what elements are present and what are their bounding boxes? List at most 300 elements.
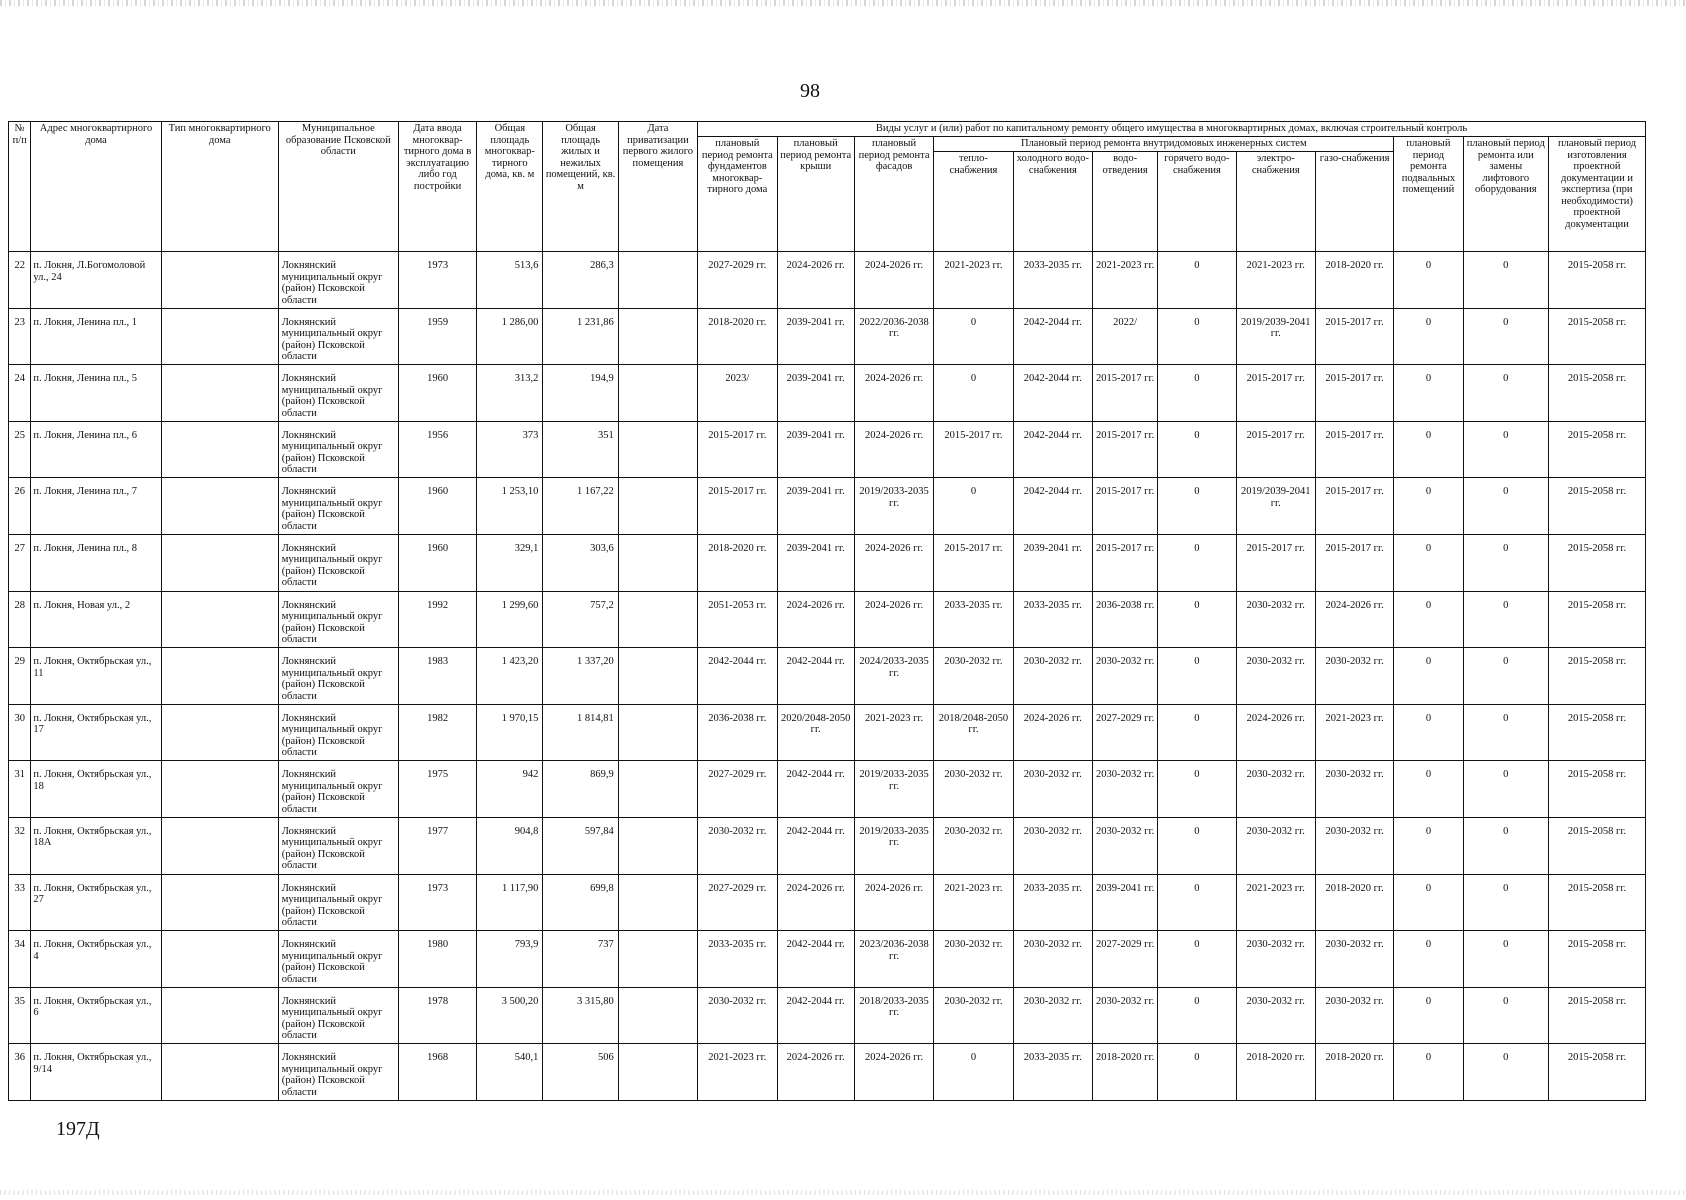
cell-cold-water: 2042-2044 гг. [1013, 421, 1092, 478]
cell-foundation: 2030-2032 гг. [698, 817, 777, 874]
cell-basement: 0 [1394, 648, 1463, 705]
cell-basement: 0 [1394, 761, 1463, 818]
cell-elevator: 0 [1463, 534, 1549, 591]
cell-sewerage: 2022/ [1093, 308, 1158, 365]
cell-electricity: 2030-2032 гг. [1236, 648, 1315, 705]
cell-roof: 2042-2044 гг. [777, 761, 854, 818]
cell-foundation: 2042-2044 гг. [698, 648, 777, 705]
cell-municipality: Локнянский муниципальный округ (район) Псковской области [278, 252, 398, 309]
cell-electricity: 2030-2032 гг. [1236, 987, 1315, 1044]
cell-cold-water: 2033-2035 гг. [1013, 874, 1092, 931]
cell-total-area: 793,9 [477, 931, 543, 988]
cell-design-docs: 2015-2058 гг. [1549, 987, 1646, 1044]
table-row [9, 534, 1646, 591]
header-total-area: Общая площадь многоквар-тирного дома, кв. м [477, 122, 543, 252]
cell-facade: 2019/2033-2035 гг. [854, 817, 933, 874]
table-row [9, 365, 1646, 422]
cell-electricity: 2021-2023 гг. [1236, 874, 1315, 931]
cell-hot-water: 0 [1158, 478, 1236, 535]
cell-heating: 2030-2032 гг. [934, 648, 1013, 705]
cell-address: п. Локня, Октябрьская ул., 11 [31, 648, 161, 705]
cell-elevator: 0 [1463, 987, 1549, 1044]
cell-gas: 2018-2020 гг. [1315, 252, 1393, 309]
cell-heating: 2021-2023 гг. [934, 252, 1013, 309]
cell-roof: 2039-2041 гг. [777, 534, 854, 591]
cell-foundation: 2015-2017 гг. [698, 478, 777, 535]
cell-privatization-date [618, 421, 697, 478]
cell-commission-date: 1980 [398, 931, 476, 988]
cell-privatization-date [618, 1044, 697, 1101]
cell-roof: 2039-2041 гг. [777, 308, 854, 365]
cell-facade: 2022/2036-2038 гг. [854, 308, 933, 365]
cell-elevator: 0 [1463, 761, 1549, 818]
cell-gas: 2030-2032 гг. [1315, 987, 1393, 1044]
cell-living-area: 737 [543, 931, 618, 988]
cell-hot-water: 0 [1158, 648, 1236, 705]
cell-cold-water: 2024-2026 гг. [1013, 704, 1092, 761]
cell-design-docs: 2015-2058 гг. [1549, 704, 1646, 761]
cell-facade: 2021-2023 гг. [854, 704, 933, 761]
cell-sewerage: 2030-2032 гг. [1093, 761, 1158, 818]
cell-sewerage: 2015-2017 гг. [1093, 478, 1158, 535]
cell-municipality: Локнянский муниципальный округ (район) Псковской области [278, 478, 398, 535]
cell-design-docs: 2015-2058 гг. [1549, 931, 1646, 988]
cell-total-area: 513,6 [477, 252, 543, 309]
cell-type [161, 761, 278, 818]
cell-hot-water: 0 [1158, 308, 1236, 365]
cell-hot-water: 0 [1158, 874, 1236, 931]
cell-hot-water: 0 [1158, 761, 1236, 818]
cell-basement: 0 [1394, 365, 1463, 422]
table-row [9, 704, 1646, 761]
table-row [9, 421, 1646, 478]
cell-design-docs: 2015-2058 гг. [1549, 817, 1646, 874]
cell-roof: 2020/2048-2050 гг. [777, 704, 854, 761]
header-engineering-group: Плановый период ремонта внутридомовых инженерных систем [934, 137, 1394, 152]
cell-type [161, 1044, 278, 1101]
cell-living-area: 757,2 [543, 591, 618, 648]
cell-facade: 2024-2026 гг. [854, 421, 933, 478]
cell-elevator: 0 [1463, 252, 1549, 309]
cell-municipality: Локнянский муниципальный округ (район) Псковской области [278, 648, 398, 705]
cell-type [161, 931, 278, 988]
cell-heating: 2021-2023 гг. [934, 874, 1013, 931]
cell-address: п. Локня, Ленина пл., 6 [31, 421, 161, 478]
cell-total-area: 1 423,20 [477, 648, 543, 705]
cell-roof: 2039-2041 гг. [777, 421, 854, 478]
cell-commission-date: 1960 [398, 478, 476, 535]
table-row [9, 817, 1646, 874]
cell-privatization-date [618, 817, 697, 874]
cell-gas: 2030-2032 гг. [1315, 761, 1393, 818]
cell-gas: 2015-2017 гг. [1315, 308, 1393, 365]
cell-living-area: 699,8 [543, 874, 618, 931]
cell-basement: 0 [1394, 421, 1463, 478]
cell-heating: 2030-2032 гг. [934, 931, 1013, 988]
cell-privatization-date [618, 591, 697, 648]
cell-roof: 2042-2044 гг. [777, 648, 854, 705]
cell-hot-water: 0 [1158, 252, 1236, 309]
cell-heating: 2033-2035 гг. [934, 591, 1013, 648]
cell-type [161, 365, 278, 422]
cell-total-area: 1 299,60 [477, 591, 543, 648]
cell-type [161, 534, 278, 591]
cell-heating: 2018/2048-2050 гг. [934, 704, 1013, 761]
cell-elevator: 0 [1463, 874, 1549, 931]
cell-hot-water: 0 [1158, 704, 1236, 761]
cell-foundation: 2018-2020 гг. [698, 534, 777, 591]
cell-type [161, 478, 278, 535]
cell-hot-water: 0 [1158, 931, 1236, 988]
cell-roof: 2024-2026 гг. [777, 874, 854, 931]
cell-total-area: 313,2 [477, 365, 543, 422]
cell-privatization-date [618, 534, 697, 591]
cell-sewerage: 2039-2041 гг. [1093, 874, 1158, 931]
header-roof: плановый период ремонта крыши [777, 137, 854, 252]
cell-address: п. Локня, Октябрьская ул., 9/14 [31, 1044, 161, 1101]
cell-basement: 0 [1394, 478, 1463, 535]
cell-facade: 2024-2026 гг. [854, 534, 933, 591]
cell-commission-date: 1992 [398, 591, 476, 648]
cell-basement: 0 [1394, 308, 1463, 365]
cell-municipality: Локнянский муниципальный округ (район) Псковской области [278, 534, 398, 591]
cell-heating: 2030-2032 гг. [934, 817, 1013, 874]
cell-commission-date: 1975 [398, 761, 476, 818]
cell-sewerage: 2030-2032 гг. [1093, 987, 1158, 1044]
cell-address: п. Локня, Ленина пл., 1 [31, 308, 161, 365]
cell-type [161, 704, 278, 761]
cell-type [161, 648, 278, 705]
cell-commission-date: 1982 [398, 704, 476, 761]
cell-foundation: 2018-2020 гг. [698, 308, 777, 365]
header-address: Адрес многоквартирного дома [31, 122, 161, 252]
cell-privatization-date [618, 987, 697, 1044]
cell-heating: 0 [934, 478, 1013, 535]
cell-foundation: 2015-2017 гг. [698, 421, 777, 478]
cell-living-area: 597,84 [543, 817, 618, 874]
cell-gas: 2021-2023 гг. [1315, 704, 1393, 761]
cell-address: п. Локня, Октябрьская ул., 18 [31, 761, 161, 818]
cell-address: п. Локня, Ленина пл., 5 [31, 365, 161, 422]
table-row [9, 931, 1646, 988]
cell-gas: 2015-2017 гг. [1315, 478, 1393, 535]
cell-hot-water: 0 [1158, 1044, 1236, 1101]
header-heating: тепло-снабжения [934, 152, 1013, 252]
scan-edge-bottom [0, 1190, 1686, 1195]
cell-total-area: 329,1 [477, 534, 543, 591]
cell-total-area: 942 [477, 761, 543, 818]
cell-sewerage: 2030-2032 гг. [1093, 648, 1158, 705]
cell-foundation: 2033-2035 гг. [698, 931, 777, 988]
header-cold-water: холодного водо-снабжения [1013, 152, 1092, 252]
cell-electricity: 2030-2032 гг. [1236, 817, 1315, 874]
header-basement: плановый период ремонта подвальных помещений [1394, 137, 1463, 252]
cell-elevator: 0 [1463, 1044, 1549, 1101]
cell-type [161, 252, 278, 309]
cell-cold-water: 2030-2032 гг. [1013, 987, 1092, 1044]
cell-living-area: 303,6 [543, 534, 618, 591]
cell-design-docs: 2015-2058 гг. [1549, 591, 1646, 648]
cell-municipality: Локнянский муниципальный округ (район) Псковской области [278, 874, 398, 931]
cell-num: 26 [9, 478, 31, 535]
cell-address: п. Локня, Новая ул., 2 [31, 591, 161, 648]
cell-electricity: 2015-2017 гг. [1236, 421, 1315, 478]
table-row [9, 591, 1646, 648]
header-foundation: плановый период ремонта фундаментов многоквар-тирного дома [698, 137, 777, 252]
cell-cold-water: 2030-2032 гг. [1013, 761, 1092, 818]
cell-facade: 2019/2033-2035 гг. [854, 478, 933, 535]
cell-elevator: 0 [1463, 478, 1549, 535]
cell-electricity: 2021-2023 гг. [1236, 252, 1315, 309]
cell-basement: 0 [1394, 931, 1463, 988]
cell-basement: 0 [1394, 1044, 1463, 1101]
cell-cold-water: 2033-2035 гг. [1013, 1044, 1092, 1101]
cell-design-docs: 2015-2058 гг. [1549, 421, 1646, 478]
cell-facade: 2024-2026 гг. [854, 1044, 933, 1101]
cell-sewerage: 2015-2017 гг. [1093, 534, 1158, 591]
header-design-docs: плановый период изготовления проектной документации и экспертиза (при необходимости) проектной документации [1549, 137, 1646, 252]
cell-roof: 2042-2044 гг. [777, 987, 854, 1044]
table-row [9, 1044, 1646, 1101]
cell-municipality: Локнянский муниципальный округ (район) Псковской области [278, 421, 398, 478]
cell-basement: 0 [1394, 987, 1463, 1044]
table-body [9, 252, 1646, 1101]
cell-roof: 2024-2026 гг. [777, 1044, 854, 1101]
table-row [9, 874, 1646, 931]
cell-foundation: 2030-2032 гг. [698, 987, 777, 1044]
header-num: № п/п [9, 122, 31, 252]
cell-cold-water: 2033-2035 гг. [1013, 591, 1092, 648]
cell-num: 36 [9, 1044, 31, 1101]
cell-type [161, 591, 278, 648]
cell-heating: 2015-2017 гг. [934, 421, 1013, 478]
cell-hot-water: 0 [1158, 421, 1236, 478]
cell-roof: 2024-2026 гг. [777, 591, 854, 648]
cell-privatization-date [618, 365, 697, 422]
cell-elevator: 0 [1463, 308, 1549, 365]
cell-privatization-date [618, 478, 697, 535]
cell-privatization-date [618, 252, 697, 309]
capital-repair-table [8, 121, 1646, 1101]
cell-hot-water: 0 [1158, 817, 1236, 874]
cell-electricity: 2015-2017 гг. [1236, 365, 1315, 422]
cell-commission-date: 1968 [398, 1044, 476, 1101]
cell-living-area: 3 315,80 [543, 987, 618, 1044]
cell-living-area: 194,9 [543, 365, 618, 422]
cell-living-area: 1 167,22 [543, 478, 618, 535]
cell-elevator: 0 [1463, 648, 1549, 705]
cell-cold-water: 2030-2032 гг. [1013, 817, 1092, 874]
table-row [9, 648, 1646, 705]
cell-municipality: Локнянский муниципальный округ (район) Псковской области [278, 308, 398, 365]
cell-roof: 2039-2041 гг. [777, 478, 854, 535]
cell-elevator: 0 [1463, 931, 1549, 988]
cell-basement: 0 [1394, 252, 1463, 309]
cell-num: 34 [9, 931, 31, 988]
cell-electricity: 2024-2026 гг. [1236, 704, 1315, 761]
cell-sewerage: 2015-2017 гг. [1093, 365, 1158, 422]
cell-sewerage: 2027-2029 гг. [1093, 704, 1158, 761]
cell-design-docs: 2015-2058 гг. [1549, 761, 1646, 818]
cell-type [161, 421, 278, 478]
cell-address: п. Локня, Октябрьская ул., 6 [31, 987, 161, 1044]
cell-heating: 0 [934, 1044, 1013, 1101]
cell-sewerage: 2036-2038 гг. [1093, 591, 1158, 648]
cell-heating: 2030-2032 гг. [934, 987, 1013, 1044]
cell-privatization-date [618, 931, 697, 988]
header-living-area: Общая площадь жилых и нежилых помещений, кв. м [543, 122, 618, 252]
cell-commission-date: 1960 [398, 534, 476, 591]
cell-basement: 0 [1394, 874, 1463, 931]
cell-electricity: 2019/2039-2041 гг. [1236, 308, 1315, 365]
cell-design-docs: 2015-2058 гг. [1549, 252, 1646, 309]
cell-gas: 2030-2032 гг. [1315, 931, 1393, 988]
cell-basement: 0 [1394, 591, 1463, 648]
cell-sewerage: 2027-2029 гг. [1093, 931, 1158, 988]
cell-living-area: 1 337,20 [543, 648, 618, 705]
table-row [9, 761, 1646, 818]
cell-municipality: Локнянский муниципальный округ (район) Псковской области [278, 931, 398, 988]
cell-gas: 2018-2020 гг. [1315, 874, 1393, 931]
cell-municipality: Локнянский муниципальный округ (район) Псковской области [278, 817, 398, 874]
cell-sewerage: 2015-2017 гг. [1093, 421, 1158, 478]
cell-type [161, 308, 278, 365]
cell-commission-date: 1978 [398, 987, 476, 1044]
cell-heating: 2030-2032 гг. [934, 761, 1013, 818]
cell-commission-date: 1973 [398, 874, 476, 931]
cell-foundation: 2027-2029 гг. [698, 761, 777, 818]
cell-gas: 2030-2032 гг. [1315, 648, 1393, 705]
cell-design-docs: 2015-2058 гг. [1549, 648, 1646, 705]
cell-hot-water: 0 [1158, 365, 1236, 422]
cell-electricity: 2019/2039-2041 гг. [1236, 478, 1315, 535]
cell-privatization-date [618, 704, 697, 761]
cell-electricity: 2030-2032 гг. [1236, 931, 1315, 988]
cell-cold-water: 2030-2032 гг. [1013, 931, 1092, 988]
cell-municipality: Локнянский муниципальный округ (район) Псковской области [278, 761, 398, 818]
cell-living-area: 1 814,81 [543, 704, 618, 761]
cell-sewerage: 2021-2023 гг. [1093, 252, 1158, 309]
cell-total-area: 1 970,15 [477, 704, 543, 761]
header-services-group: Виды услуг и (или) работ по капитальному ремонту общего имущества в многоквартирных домах, включая строительный контроль [698, 122, 1646, 137]
cell-gas: 2024-2026 гг. [1315, 591, 1393, 648]
cell-sewerage: 2018-2020 гг. [1093, 1044, 1158, 1101]
header-electricity: электро-снабжения [1236, 152, 1315, 252]
header-sewerage: водо-отведения [1093, 152, 1158, 252]
cell-hot-water: 0 [1158, 987, 1236, 1044]
cell-design-docs: 2015-2058 гг. [1549, 874, 1646, 931]
document-code: 197Д [56, 1118, 100, 1140]
cell-living-area: 506 [543, 1044, 618, 1101]
cell-foundation: 2051-2053 гг. [698, 591, 777, 648]
cell-facade: 2018/2033-2035 гг. [854, 987, 933, 1044]
cell-num: 33 [9, 874, 31, 931]
cell-elevator: 0 [1463, 704, 1549, 761]
cell-elevator: 0 [1463, 421, 1549, 478]
cell-living-area: 1 231,86 [543, 308, 618, 365]
cell-privatization-date [618, 874, 697, 931]
cell-cold-water: 2039-2041 гг. [1013, 534, 1092, 591]
cell-hot-water: 0 [1158, 534, 1236, 591]
table-row [9, 987, 1646, 1044]
header-commission-date: Дата ввода многоквар-тирного дома в эксплуатацию либо год постройки [398, 122, 476, 252]
cell-roof: 2039-2041 гг. [777, 365, 854, 422]
cell-design-docs: 2015-2058 гг. [1549, 308, 1646, 365]
cell-elevator: 0 [1463, 817, 1549, 874]
cell-design-docs: 2015-2058 гг. [1549, 478, 1646, 535]
cell-basement: 0 [1394, 704, 1463, 761]
cell-total-area: 540,1 [477, 1044, 543, 1101]
cell-address: п. Локня, Октябрьская ул., 18А [31, 817, 161, 874]
cell-total-area: 1 253,10 [477, 478, 543, 535]
cell-design-docs: 2015-2058 гг. [1549, 1044, 1646, 1101]
cell-privatization-date [618, 648, 697, 705]
cell-type [161, 817, 278, 874]
cell-elevator: 0 [1463, 365, 1549, 422]
cell-basement: 0 [1394, 817, 1463, 874]
cell-gas: 2015-2017 гг. [1315, 365, 1393, 422]
cell-facade: 2024-2026 гг. [854, 365, 933, 422]
cell-municipality: Локнянский муниципальный округ (район) Псковской области [278, 987, 398, 1044]
cell-sewerage: 2030-2032 гг. [1093, 817, 1158, 874]
cell-electricity: 2015-2017 гг. [1236, 534, 1315, 591]
cell-facade: 2019/2033-2035 гг. [854, 761, 933, 818]
cell-num: 25 [9, 421, 31, 478]
cell-total-area: 3 500,20 [477, 987, 543, 1044]
cell-total-area: 1 286,00 [477, 308, 543, 365]
cell-roof: 2042-2044 гг. [777, 931, 854, 988]
cell-commission-date: 1956 [398, 421, 476, 478]
cell-num: 29 [9, 648, 31, 705]
cell-total-area: 1 117,90 [477, 874, 543, 931]
cell-heating: 2015-2017 гг. [934, 534, 1013, 591]
cell-foundation: 2023/ [698, 365, 777, 422]
cell-commission-date: 1960 [398, 365, 476, 422]
cell-total-area: 373 [477, 421, 543, 478]
cell-cold-water: 2042-2044 гг. [1013, 308, 1092, 365]
header-gas: газо-снабжения [1315, 152, 1393, 252]
cell-num: 22 [9, 252, 31, 309]
cell-electricity: 2018-2020 гг. [1236, 1044, 1315, 1101]
cell-total-area: 904,8 [477, 817, 543, 874]
cell-gas: 2030-2032 гг. [1315, 817, 1393, 874]
table-row [9, 252, 1646, 309]
header-hot-water: горячего водо-снабжения [1158, 152, 1236, 252]
cell-type [161, 987, 278, 1044]
scan-edge-top [0, 0, 1686, 6]
cell-cold-water: 2033-2035 гг. [1013, 252, 1092, 309]
cell-heating: 0 [934, 308, 1013, 365]
header-privatization-date: Дата приватизации первого жилого помещения [618, 122, 697, 252]
cell-living-area: 351 [543, 421, 618, 478]
cell-municipality: Локнянский муниципальный округ (район) Псковской области [278, 591, 398, 648]
cell-electricity: 2030-2032 гг. [1236, 591, 1315, 648]
cell-municipality: Локнянский муниципальный округ (район) Псковской области [278, 365, 398, 422]
cell-type [161, 874, 278, 931]
cell-address: п. Локня, Октябрьская ул., 4 [31, 931, 161, 988]
cell-commission-date: 1983 [398, 648, 476, 705]
cell-cold-water: 2030-2032 гг. [1013, 648, 1092, 705]
cell-privatization-date [618, 761, 697, 818]
cell-facade: 2024/2033-2035 гг. [854, 648, 933, 705]
cell-commission-date: 1977 [398, 817, 476, 874]
cell-roof: 2042-2044 гг. [777, 817, 854, 874]
cell-facade: 2023/2036-2038 гг. [854, 931, 933, 988]
header-type: Тип многоквартирного дома [161, 122, 278, 252]
cell-cold-water: 2042-2044 гг. [1013, 478, 1092, 535]
cell-roof: 2024-2026 гг. [777, 252, 854, 309]
cell-num: 30 [9, 704, 31, 761]
